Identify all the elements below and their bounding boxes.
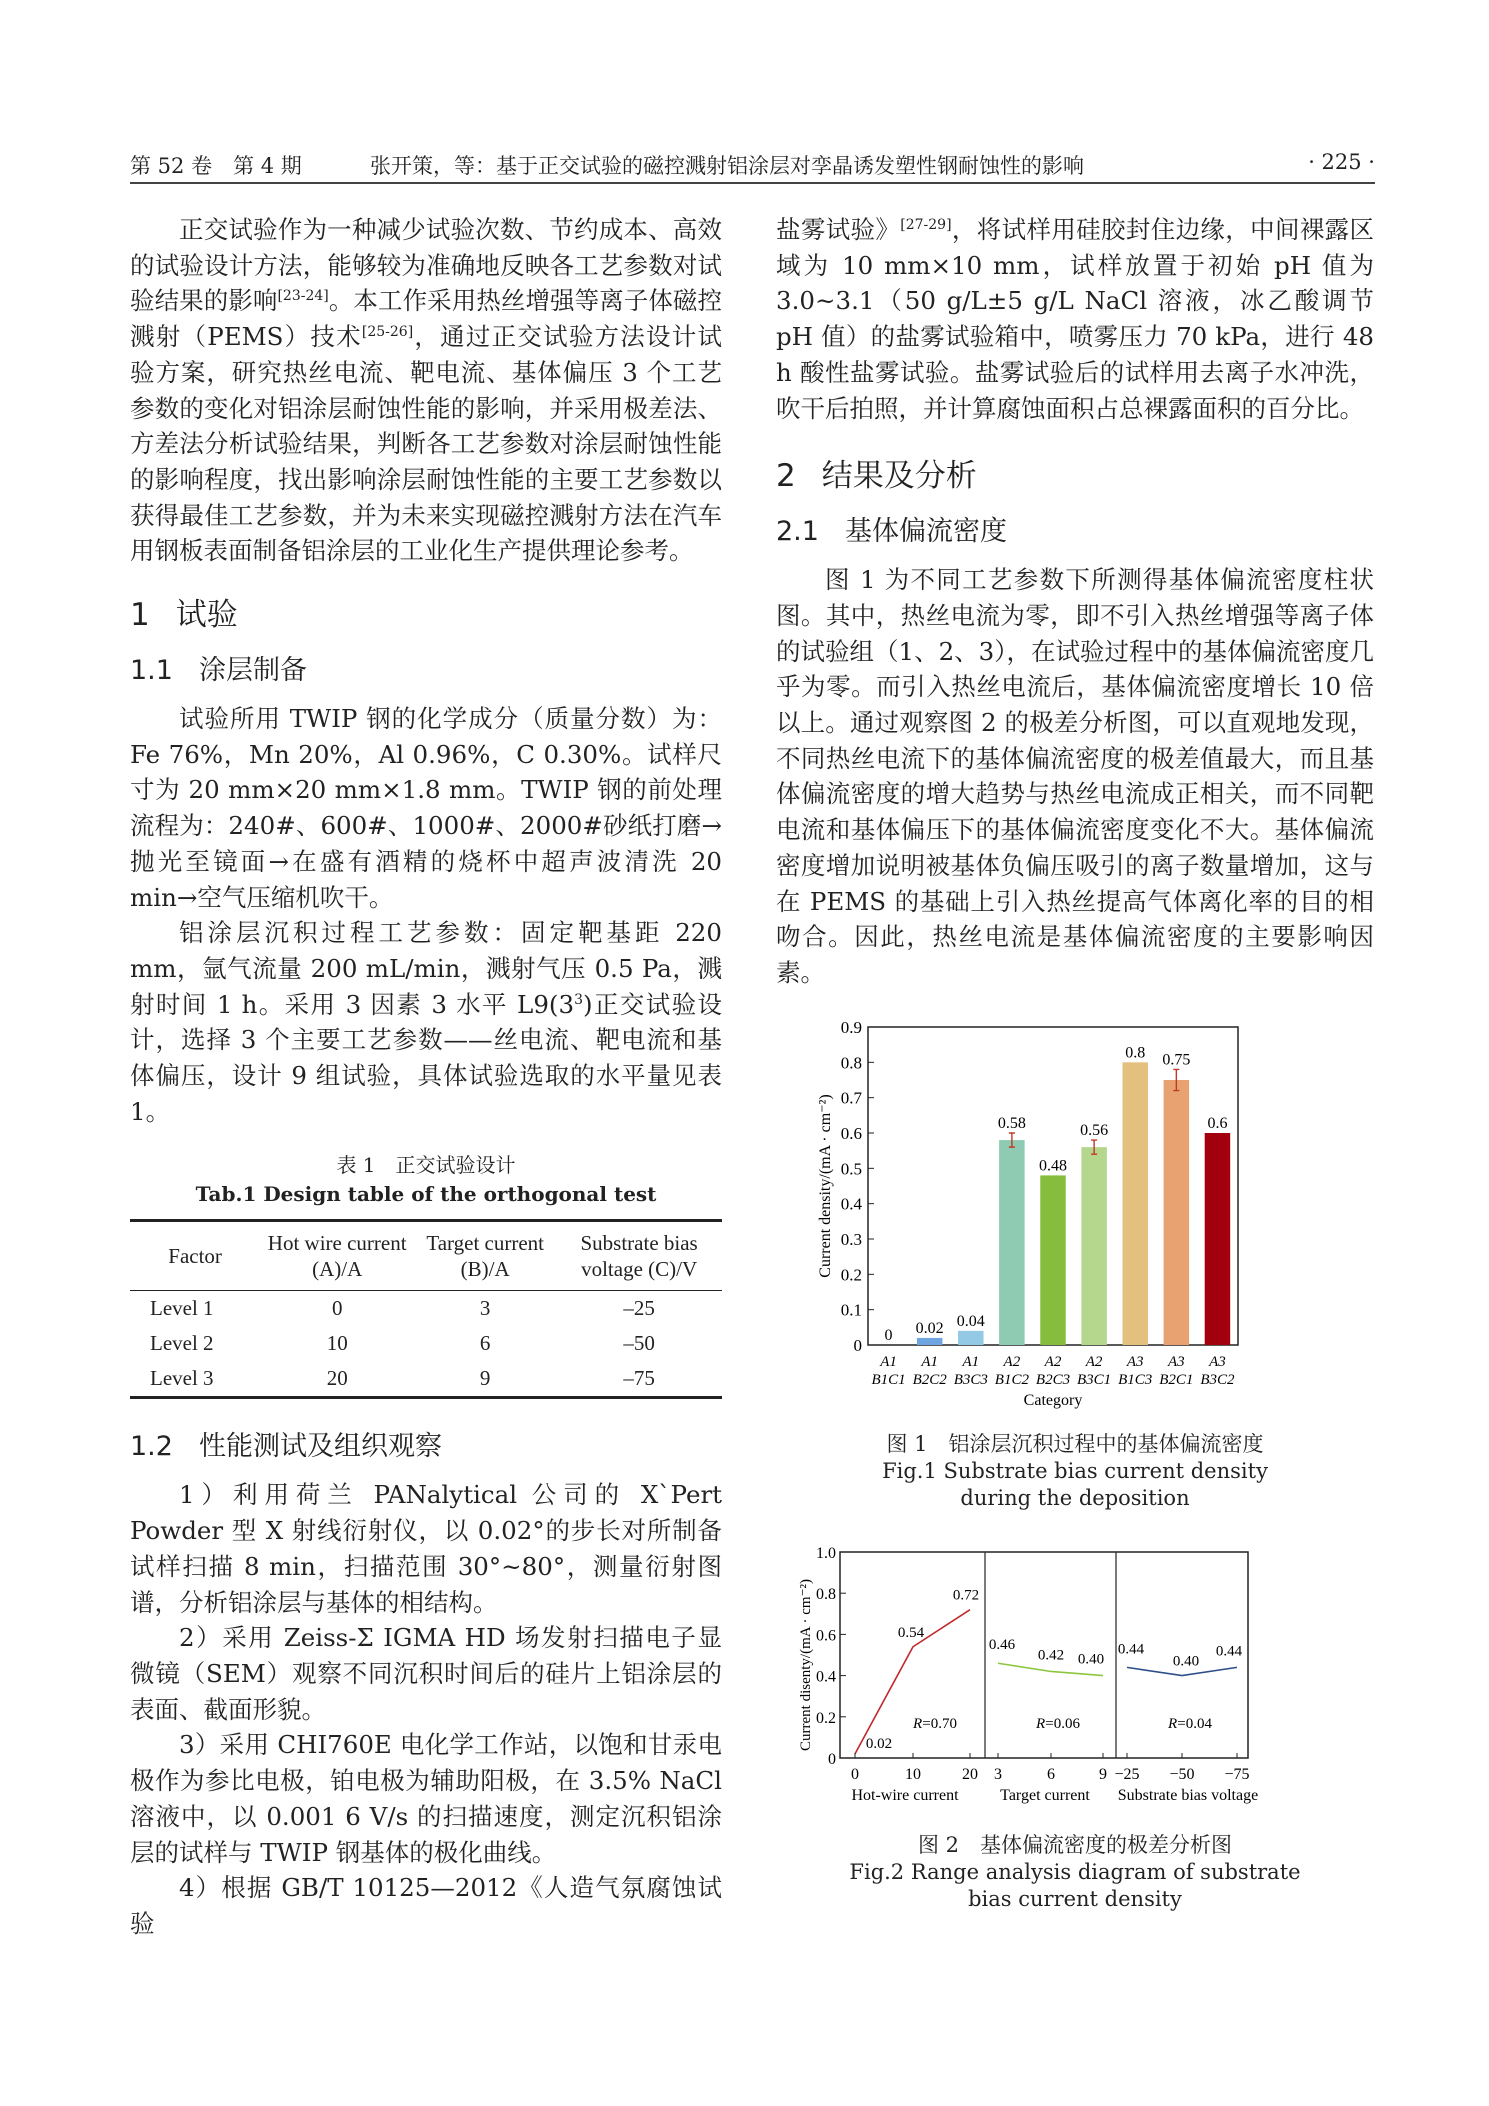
figure-2-range-chart [780,1532,1370,1832]
cell: 0 [331,1296,343,1321]
paragraph-text: 4）根据 GB/T 10125—2012《人造气氛腐蚀试验 [130,1873,722,1938]
x-tick-label: B3C2 [1200,1371,1235,1388]
running-header [130,146,1375,184]
x-axis-label: Target current [1000,1786,1090,1804]
data-label: 0.44 [1117,1641,1145,1658]
table-header: Hot wire current (A)/A [260,1221,414,1291]
section-2-1-heading: 2.1 基体偏流密度 [776,516,1007,548]
left-column [130,212,722,1942]
cell: Level 1 [150,1296,214,1321]
figure-2 [776,1532,1374,1913]
y-tick-label: 0.8 [816,1585,836,1603]
cell: Level 3 [150,1366,214,1391]
section-1-1-heading: 1.1 涂层制备 [130,655,307,687]
method-item [130,1727,722,1870]
data-label: 0.75 [1162,1051,1191,1069]
y-tick-label: 0.5 [840,1158,862,1178]
data-label: 0.04 [956,1312,985,1330]
data-label: 0.72 [952,1587,980,1604]
paragraph-text: 。本工作采用热丝增强等离子体磁控溅射（PEMS）技术 [130,286,723,352]
range-label: R=0.70 [913,1715,957,1732]
journal-volume: 第 52 卷 第 4 期 [130,154,302,178]
table-row [130,1326,722,1361]
range-value: 0.04 [1185,1715,1212,1732]
y-tick-label: 0.7 [840,1088,862,1108]
section-2-heading: 2 结果及分析 [776,458,977,495]
table-header: Target current (B)/A [414,1221,556,1291]
data-label: 0 [884,1326,893,1344]
table-header: Factor [130,1221,260,1291]
y-tick-label: 0.4 [840,1194,862,1214]
y-tick-label: 0.8 [840,1052,862,1072]
x-tick-label: A3 [1209,1353,1226,1370]
table-row [130,1361,722,1398]
data-label: 0.58 [997,1114,1026,1132]
intro-paragraph [130,212,722,569]
x-tick-label: −50 [1169,1765,1195,1783]
x-tick-label: B2C3 [1035,1371,1071,1388]
x-tick-label: A1 [921,1353,939,1370]
x-tick-label: 9 [1099,1765,1107,1783]
paragraph-text: 盐雾试验》 [776,215,901,244]
x-tick-label: B1C2 [994,1371,1029,1388]
figure-2-caption-en-2: bias current density [968,1886,1182,1911]
bar [999,1140,1024,1345]
table-header: Substrate bias voltage (C)/V [556,1221,722,1291]
range-value: 0.06 [1053,1715,1080,1732]
data-label: 0.54 [897,1624,925,1641]
method-item [130,1477,722,1620]
range-symbol: R [1036,1715,1046,1732]
x-tick-label: A1 [962,1353,980,1370]
bar [1122,1062,1147,1345]
x-tick-label: 10 [905,1765,921,1783]
x-tick-label: A3 [1126,1353,1144,1370]
x-tick-label: B2C1 [1159,1371,1194,1388]
x-axis-label: Hot-wire current [851,1786,959,1804]
citation: [27-29] [900,216,952,233]
x-tick-label: −75 [1224,1765,1250,1783]
x-tick-label: A2 [1085,1353,1103,1370]
bar [917,1338,942,1345]
method-item [130,1870,722,1941]
y-tick-label: 0.6 [816,1627,836,1645]
paragraph-text: ，通过正交试验方法设计试验方案，研究热丝电流、靶电流、基体偏压 3 个工艺参数的变化对铝涂层耐蚀性能的影响，并采用极差法、方差法分析试验结果，判断各工艺参数对涂层耐蚀性能的影响程度，找出影响涂层耐蚀性能的主要工艺参数以获得最佳工艺参数，并为未来实现磁控溅射方法在汽车用钢板表面制备铝涂层的工业化生产提供理论参考。 [130,322,722,566]
y-tick-label: 0.4 [816,1668,836,1686]
y-tick-label: 0.1 [840,1300,862,1320]
x-tick-label: B3C3 [953,1371,988,1388]
x-tick-label: A2 [1003,1353,1021,1370]
cell: –25 [623,1296,655,1321]
x-tick-label: B2C2 [912,1371,947,1388]
data-label: 0.02 [865,1735,893,1752]
bar [1081,1147,1106,1345]
data-label: 0.40 [1077,1651,1105,1668]
cell: 10 [326,1331,348,1356]
paragraph-text: 2）采用 Zeiss-Σ IGMA HD 场发射扫描电子显微镜（SEM）观察不同沉积时间后的硅片上铝涂层的表面、截面形貌。 [130,1623,722,1724]
data-label: 0.56 [1080,1121,1109,1139]
figure-1-caption-en: Fig.1 Substrate bias current density [882,1458,1268,1483]
x-tick-label: −25 [1114,1765,1140,1783]
paragraph-text: 正交试验作为一种减少试验次数、节约成本、高效的试验设计方法，能够较为准确地反映各工艺参数对试验结果的影响 [130,215,722,316]
paragraph-text: )正交试验设计，选择 3 个主要工艺参数——丝电流、靶电流和基体偏压，设计 9 组试验，具体试验选取的水平量见表 1。 [130,989,723,1126]
paragraph-text: 试验所用 TWIP 钢的化学成分（质量分数）为：Fe 76%，Mn 20%，Al 0.96%，C 0.30%。试样尺寸为 20 mm×20 mm×1.8 mm。TWIP 钢的前处理流程为：240#、600#、1000#、2000#砂纸打磨→抛光至镜面→在盛有酒精的烧杯中超声波清洗 20 min→空气压缩机吹干。 [130,704,722,912]
x-axis-label: Category [1023,1391,1083,1409]
cell: –50 [623,1331,655,1356]
table-title-en: Tab.1 Design table of the orthogonal test [195,1182,657,1207]
citation: 3 [574,991,583,1008]
right-column [776,212,1374,1913]
x-axis-label: Substrate bias voltage [1117,1786,1259,1804]
figure-1-bar-chart [780,1011,1370,1431]
x-tick-label: B1C3 [1118,1371,1153,1388]
y-tick-label: 1.0 [816,1544,836,1562]
bar [1205,1133,1230,1345]
x-tick-label: A3 [1167,1353,1185,1370]
y-tick-label: 0.2 [816,1709,836,1727]
results-paragraph [776,562,1374,990]
page-number: · 225 · [1308,150,1375,174]
data-label: 0.8 [1125,1043,1146,1061]
cell: 20 [326,1366,348,1391]
x-tick-label: A2 [1044,1353,1062,1370]
table-title-cn: 表 1 正交试验设计 [336,1153,516,1178]
x-tick-label: 20 [962,1765,978,1783]
y-tick-label: 0.2 [840,1264,862,1284]
data-label: 0.46 [988,1636,1016,1653]
range-label: R=0.06 [1036,1715,1080,1732]
range-symbol: R [1168,1715,1178,1732]
cell: 3 [479,1296,491,1321]
citation: [23-24] [277,288,329,305]
figure-1-caption-cn: 图 1 铝涂层沉积过程中的基体偏流密度 [886,1431,1264,1456]
y-tick-label: 0.9 [840,1017,862,1037]
paragraph-text: 图 1 为不同工艺参数下所测得基体偏流密度柱状图。其中，热丝电流为零，即不引入热丝增强等离子体的试验组（1、2、3），在试验过程中的基体偏流密度几乎为零。而引入热丝电流后，基体偏流密度增长 10 倍以上。通过观察图 2 的极差分析图，可以直观地发现，不同热丝电流下的基体偏流密度的极差值最大，而且基体偏流密度的增大趋势与热丝电流成正相关，而不同靶电流和基体偏压下的基体偏流密度变化不大。基体偏流密度增加说明被基体负偏压吸引的离子数量增加，这与在 PEMS 的基础上引入热丝提高气体离化率的目的相吻合。因此，热丝电流是基体偏流密度的主要影响因素。 [776,565,1375,987]
table-row [130,1291,722,1327]
paragraph-text: 3）采用 CHI760E 电化学工作站，以饱和甘汞电极作为参比电极，铂电极为辅助阳极，在 3.5% NaCl 溶液中，以 0.001 6 V/s 的扫描速度，测定沉积铝涂层的试样与 TWIP 钢基体的极化曲线。 [130,1730,722,1867]
y-axis-label: Current disenty/(mA · cm⁻²) [798,1578,814,1751]
table-block [130,1151,722,1399]
y-tick-label: 0.6 [840,1123,862,1143]
salt-spray-paragraph [776,212,1374,426]
bar [1040,1175,1065,1345]
bar [958,1331,983,1345]
data-label: 0.42 [1037,1647,1065,1664]
figure-1-caption-en-2: during the deposition [960,1485,1190,1510]
y-tick-label: 0 [853,1335,862,1355]
steel-paragraph [130,701,722,915]
y-axis-label: Current density/(mA · cm⁻²) [817,1093,834,1278]
x-tick-label: B3C1 [1077,1371,1112,1388]
paragraph-text: 铝涂层沉积过程工艺参数：固定靶基距 220 mm，氩气流量 200 mL/min，溅射气压 0.5 Pa，溅射时间 1 h。采用 3 因素 3 水平 L9(3 [130,918,722,1019]
x-tick-label: A1 [880,1353,897,1370]
x-tick-label: 0 [851,1765,859,1783]
process-paragraph [130,915,722,1129]
bar [1164,1080,1189,1345]
citation: [25-26] [361,323,414,340]
cell: 6 [479,1331,491,1356]
method-item [130,1620,722,1727]
range-symbol: R [913,1715,923,1732]
x-tick-label: 3 [994,1765,1002,1783]
orthogonal-design-table [130,1219,722,1399]
data-label: 0.44 [1215,1643,1243,1660]
cell: 9 [479,1366,491,1391]
cell: –75 [623,1366,655,1391]
x-tick-label: 6 [1047,1765,1055,1783]
data-label: 0.48 [1039,1157,1067,1175]
figure-2-caption-cn: 图 2 基体偏流密度的极差分析图 [917,1832,1233,1857]
paragraph-text: 1）利用荷兰 PANalytical 公司的 X`Pert Powder 型 X 射线衍射仪，以 0.02°的步长对所制备试样扫描 8 min，扫描范围 30°~80°，测量衍射图谱，分析铝涂层与基体的相结构。 [130,1480,722,1617]
running-title: 张开策，等：基于正交试验的磁控溅射铝涂层对孪晶诱发塑性钢耐蚀性的影响 [370,154,1084,178]
data-label: 0.02 [915,1319,944,1337]
data-label: 0.6 [1207,1114,1228,1132]
x-tick-label: B1C1 [871,1371,906,1388]
y-tick-label: 0.3 [840,1229,862,1249]
section-1-2-heading: 1.2 性能测试及组织观察 [130,1431,442,1463]
paragraph-text: ，将试样用硅胶封住边缘，中间裸露区域为 10 mm×10 mm，试样放置于初始 pH 值为 3.0~3.1（50 g/L±5 g/L NaCl 溶液，冰乙酸调节 pH 值）的盐雾试验箱中，喷雾压力 70 kPa，进行 48 h 酸性盐雾试验。盐雾试验后的试样用去离子水冲洗，吹干后拍照，并计算腐蚀面积占总裸露面积的百分比。 [776,215,1375,423]
y-tick-label: 0 [828,1750,836,1768]
data-label: 0.40 [1172,1653,1200,1670]
method-items [130,1477,722,1941]
figure-2-caption-en: Fig.2 Range analysis diagram of substrate [849,1859,1301,1884]
figure-1 [776,1011,1374,1512]
range-value: 0.70 [930,1715,957,1732]
section-1-heading: 1 试验 [130,597,238,634]
cell: Level 2 [150,1331,214,1356]
range-label: R=0.04 [1168,1715,1212,1732]
